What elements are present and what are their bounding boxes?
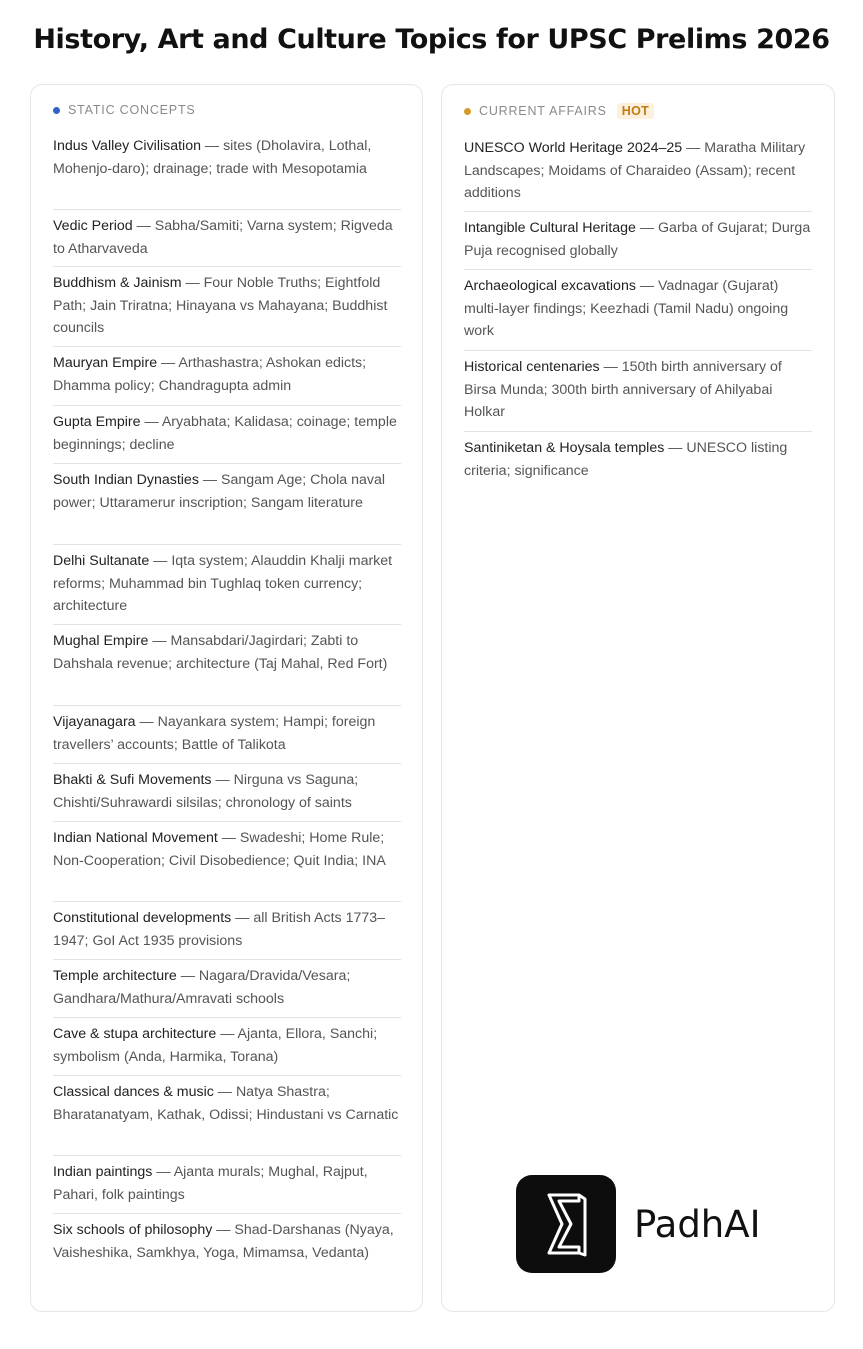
item-description: Mansabdari/Jagirdari; Zabti to Dahshala revenue; architecture (Taj Mahal, Red Fort) — [53, 633, 388, 672]
item-separator: — — [198, 472, 221, 488]
divider — [53, 901, 401, 902]
divider — [53, 544, 401, 545]
item-description: UNESCO listing criteria; significance — [464, 440, 788, 479]
item-separator: — — [157, 355, 179, 371]
hot-badge: HOT — [617, 103, 654, 119]
item-description: Natya Shastra; Bharatanatyam, Kathak, Odissi; Hindustani vs Carnatic — [53, 1084, 399, 1123]
item-description: Ajanta, Ellora, Sanchi; symbolism (Anda, Harmika, Torana) — [53, 1026, 378, 1065]
divider — [53, 624, 401, 625]
list-item — [53, 630, 401, 675]
list-item — [53, 135, 401, 180]
item-title: South Indian Dynasties — [53, 472, 199, 488]
divider — [53, 463, 401, 464]
divider — [53, 1155, 401, 1156]
item-title: Indian National Movement — [53, 830, 218, 846]
list-item — [53, 550, 401, 618]
item-separator: — — [200, 138, 224, 154]
list-item — [464, 137, 812, 205]
list-item — [53, 711, 401, 756]
list-item — [53, 1023, 401, 1068]
divider — [53, 821, 401, 822]
item-description: Shad-Darshanas (Nyaya, Vaisheshika, Samkhya, Yoga, Mimamsa, Vedanta) — [53, 1222, 394, 1261]
item-title: Bhakti & Sufi Movements — [53, 772, 212, 788]
item-separator: — — [152, 1164, 174, 1180]
divider — [53, 705, 401, 706]
divider — [53, 959, 401, 960]
item-separator: — — [135, 714, 158, 730]
item-description: 150th birth anniversary of Birsa Munda; 300th birth anniversary of Ahilyabai Holkar — [464, 359, 782, 420]
list-item — [53, 769, 401, 814]
list-item — [464, 275, 812, 343]
item-title: Santiniketan & Hoysala temples — [464, 440, 665, 456]
item-description: Garba of Gujarat; Durga Puja recognised globally — [464, 220, 811, 259]
current-affairs-card — [441, 84, 835, 1312]
sigma-book-icon — [516, 1175, 616, 1273]
item-description: all British Acts 1773–1947; GoI Act 1935 provisions — [53, 910, 386, 949]
item-title: Six schools of philosophy — [53, 1222, 213, 1238]
page-title: History, Art and Culture Topics for UPSC Prelims 2026 — [33, 24, 830, 55]
divider — [464, 211, 812, 212]
list-item — [53, 907, 401, 952]
item-separator: — — [148, 633, 171, 649]
item-separator: — — [217, 830, 240, 846]
item-description: Vadnagar (Gujarat) multi-layer findings; Keezhadi (Tamil Nadu) ongoing work — [464, 278, 789, 339]
static-concepts-header — [53, 102, 196, 118]
divider — [464, 431, 812, 432]
item-separator: — — [132, 218, 155, 234]
item-description: Nayankara system; Hampi; foreign travellers’ accounts; Battle of Talikota — [53, 714, 376, 753]
list-item — [53, 352, 401, 397]
item-description: Nirguna vs Saguna; Chishti/Suhrawardi silsilas; chronology of saints — [53, 772, 359, 811]
item-description: Maratha Military Landscapes; Moidams of Charaideo (Assam); recent additions — [464, 140, 806, 201]
item-title: Historical centenaries — [464, 359, 600, 375]
item-separator: — — [181, 275, 204, 291]
list-item — [53, 827, 401, 872]
item-separator: — — [599, 359, 622, 375]
item-separator: — — [635, 220, 659, 236]
item-separator: — — [176, 968, 199, 984]
blue-dot-icon — [53, 107, 60, 114]
item-title: Intangible Cultural Heritage — [464, 220, 636, 236]
item-title: Mauryan Empire — [53, 355, 158, 371]
item-description: Four Noble Truths; Eightfold Path; Jain Triratna; Hinayana vs Mahayana; Buddhist councils — [53, 275, 388, 336]
current-affairs-label: CURRENT AFFAIRS — [479, 104, 607, 118]
list-item — [53, 469, 401, 514]
item-separator: — — [216, 1026, 238, 1042]
item-title: Cave & stupa architecture — [53, 1026, 217, 1042]
list-item — [53, 411, 401, 456]
item-title: Vedic Period — [53, 218, 133, 234]
list-item — [464, 437, 812, 482]
divider — [53, 346, 401, 347]
item-separator: — — [231, 910, 254, 926]
divider — [464, 350, 812, 351]
item-description: Nagara/Dravida/Vesara; Gandhara/Mathura/Amravati schools — [53, 968, 351, 1007]
list-item — [53, 1219, 401, 1264]
item-description: sites (Dholavira, Lothal, Mohenjo-daro); drainage; trade with Mesopotamia — [53, 138, 372, 177]
list-item — [53, 1081, 401, 1126]
item-separator: — — [140, 414, 162, 430]
list-item — [464, 356, 812, 424]
item-description: Arthashastra; Ashokan edicts; Dhamma policy; Chandragupta admin — [53, 355, 367, 394]
divider — [53, 763, 401, 764]
item-description: Aryabhata; Kalidasa; coinage; temple beginnings; decline — [53, 414, 397, 453]
item-description: Sabha/Samiti; Varna system; Rigveda to Atharvaveda — [53, 218, 393, 257]
current-affairs-header — [464, 103, 654, 119]
list-item — [464, 217, 812, 262]
item-title: Vijayanagara — [53, 714, 136, 730]
orange-dot-icon — [464, 108, 471, 115]
divider — [53, 405, 401, 406]
divider — [464, 269, 812, 270]
item-title: Constitutional developments — [53, 910, 232, 926]
item-separator: — — [212, 1222, 235, 1238]
item-separator: — — [635, 278, 659, 294]
item-title: Mughal Empire — [53, 633, 149, 649]
static-concepts-label: STATIC CONCEPTS — [68, 103, 196, 117]
item-separator: — — [213, 1084, 236, 1100]
list-item — [53, 215, 401, 260]
item-description: Iqta system; Alauddin Khalji market reforms; Muhammad bin Tughlaq token currency; architecture — [53, 553, 393, 614]
static-concepts-card — [30, 84, 423, 1312]
list-item — [53, 1161, 401, 1206]
item-description: Sangam Age; Chola naval power; Uttaramerur inscription; Sangam literature — [53, 472, 386, 511]
item-title: Buddhism & Jainism — [53, 275, 182, 291]
item-description: Swadeshi; Home Rule; Non-Cooperation; Civil Disobedience; Quit India; INA — [53, 830, 386, 869]
list-item — [53, 272, 401, 340]
padhai-logo — [516, 1175, 796, 1273]
divider — [53, 209, 401, 210]
logo-text: PadhAI — [634, 1202, 761, 1246]
item-title: UNESCO World Heritage 2024–25 — [464, 140, 683, 156]
item-title: Delhi Sultanate — [53, 553, 150, 569]
item-separator: — — [149, 553, 172, 569]
divider — [53, 266, 401, 267]
list-item — [53, 965, 401, 1010]
divider — [53, 1213, 401, 1214]
item-title: Classical dances & music — [53, 1084, 214, 1100]
item-separator: — — [211, 772, 234, 788]
divider — [53, 1017, 401, 1018]
item-title: Gupta Empire — [53, 414, 141, 430]
item-title: Archaeological excavations — [464, 278, 636, 294]
divider — [53, 1075, 401, 1076]
item-description: Ajanta murals; Mughal, Rajput, Pahari, folk paintings — [53, 1164, 368, 1203]
item-title: Temple architecture — [53, 968, 177, 984]
item-separator: — — [682, 140, 705, 156]
item-title: Indian paintings — [53, 1164, 153, 1180]
item-separator: — — [664, 440, 687, 456]
item-title: Indus Valley Civilisation — [53, 138, 201, 154]
